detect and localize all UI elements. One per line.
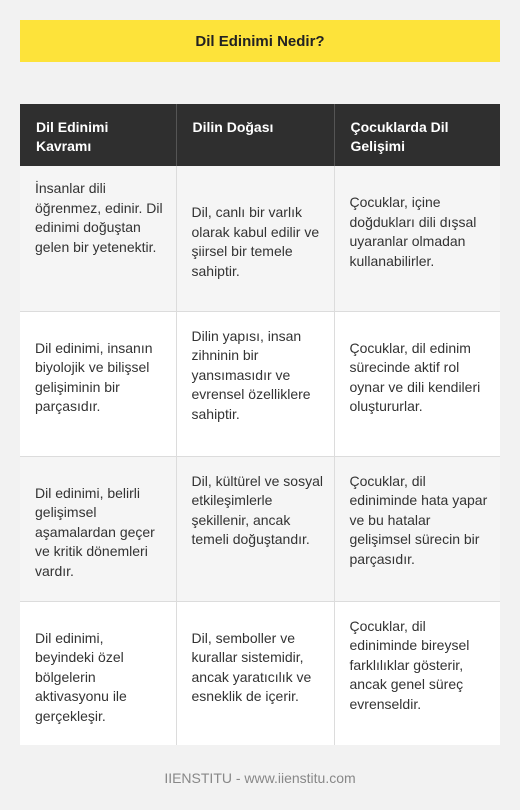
table-cell: Çocuklar, içine doğdukları dili dışsal uyaranlar olmadan kullanabilirler. [334, 166, 500, 311]
table-header-row [20, 104, 500, 166]
table-row [20, 166, 500, 311]
table-cell: Dil, kültürel ve sosyal etkileşimlerle şekillenir, ancak temeli doğuştandır. [176, 456, 334, 601]
table-row [20, 601, 500, 745]
table-cell: Çocuklar, dil ediniminde hata yapar ve bu hatalar gelişimsel sürecin bir parçasıdır. [334, 456, 500, 601]
table-cell: Dil edinimi, belirli gelişimsel aşamalardan geçer ve kritik dönemleri vardır. [20, 456, 176, 601]
table-cell: Dil edinimi, insanın biyolojik ve bilişsel gelişiminin bir parçasıdır. [20, 311, 176, 456]
table-row [20, 311, 500, 456]
table-cell: Dil edinimi, beyindeki özel bölgelerin aktivasyonu ile gerçekleşir. [20, 601, 176, 745]
page-title: Dil Edinimi Nedir? [195, 32, 325, 50]
column-header-nature: Dilin Doğası [176, 104, 334, 166]
column-header-concept: Dil Edinimi Kavramı [20, 104, 176, 166]
table-cell: Dil, canlı bir varlık olarak kabul edilir ve şiirsel bir temele sahiptir. [176, 166, 334, 311]
title-banner [20, 20, 500, 62]
column-header-children: Çocuklarda Dil Gelişimi [334, 104, 500, 166]
table-cell: İnsanlar dili öğrenmez, edinir. Dil edinimi doğuştan gelen bir yetenektir. [20, 166, 176, 311]
comparison-table [20, 104, 500, 745]
table-row [20, 456, 500, 601]
table-cell: Dilin yapısı, insan zihninin bir yansımasıdır ve evrensel özelliklere sahiptir. [176, 311, 334, 456]
table-cell: Çocuklar, dil ediniminde bireysel farklılıklar gösterir, ancak genel süreç evrenseldir. [334, 601, 500, 745]
table-cell: Dil, semboller ve kurallar sistemidir, ancak yaratıcılık ve esneklik de içerir. [176, 601, 334, 745]
footer-credit: IIENSTITU - www.iienstitu.com [164, 770, 356, 786]
table-cell: Çocuklar, dil edinim sürecinde aktif rol oynar ve dili kendileri oluştururlar. [334, 311, 500, 456]
